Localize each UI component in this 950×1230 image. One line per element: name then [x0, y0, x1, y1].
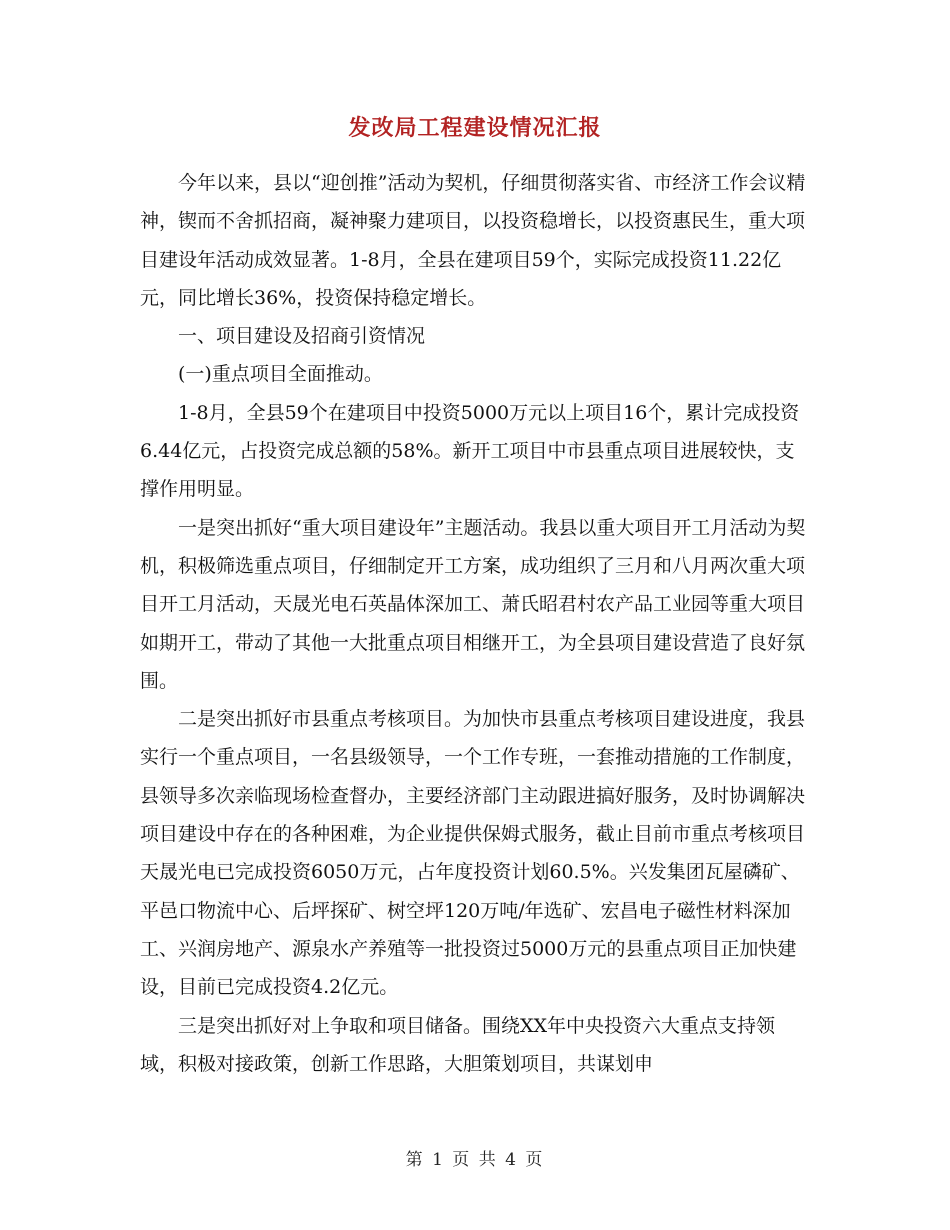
paragraph-point-one: 一是突出抓好“重大项目建设年”主题活动。我县以重大项目开工月活动为契机，积极筛选重点项目，仔细制定开工方案，成功组织了三月和八月两次重大项目开工月活动，天晟光电石英晶体深加工、萧氏昭君村农产品工业园等重大项目如期开工，带动了其他一大批重点项目相继开工，为全县项目建设营造了良好氛围。	[140, 516, 806, 692]
paragraph-point-two: 二是突出抓好市县重点考核项目。为加快市县重点考核项目建设进度，我县实行一个重点项目，一名县级领导，一个工作专班，一套推动措施的工作制度，县领导多次亲临现场检查督办，主要经济部门主动跟进搞好服务，及时协调解决项目建设中存在的各种困难，为企业提供保姆式服务，截止目前市重点考核项目天晟光电已完成投资6050万元，占年度投资计划60.5%。兴发集团瓦屋磷矿、平邑口物流中心、后坪探矿、树空坪120万吨/年选矿、宏昌电子磁性材料深加工、兴润房地产、源泉水产养殖等一批投资过5000万元的县重点项目正加快建设，目前已完成投资4.2亿元。	[140, 708, 806, 999]
paragraph-point-three: 三是突出抓好对上争取和项目储备。围绕XX年中央投资六大重点支持领域，积极对接政策，创新工作思路，大胆策划项目，共谋划申	[140, 1014, 776, 1075]
paragraph-key-projects: 1-8月，全县59个在建项目中投资5000万元以上项目16个，累计完成投资6.44亿元，占投资完成总额的58%。新开工项目中市县重点项目进展较快，支撑作用明显。	[140, 401, 800, 501]
page-number-footer: 第 1 页 共 4 页	[405, 1150, 545, 1170]
section-heading-1: 一、项目建设及招商引资情况	[178, 325, 426, 348]
document-title: 发改局工程建设情况汇报	[348, 115, 602, 141]
subsection-heading-1: (一)重点项目全面推动。	[178, 363, 383, 386]
paragraph-intro: 今年以来，县以“迎创推”活动为契机，仔细贯彻落实省、市经济工作会议精神，锲而不舍抓招商，凝神聚力建项目，以投资稳增长，以投资惠民生，重大项目建设年活动成效显著。1-8月，全县在建项目59个，实际完成投资11.22亿元，同比增长36%，投资保持稳定增长。	[140, 172, 806, 309]
document-body	[140, 164, 812, 1083]
